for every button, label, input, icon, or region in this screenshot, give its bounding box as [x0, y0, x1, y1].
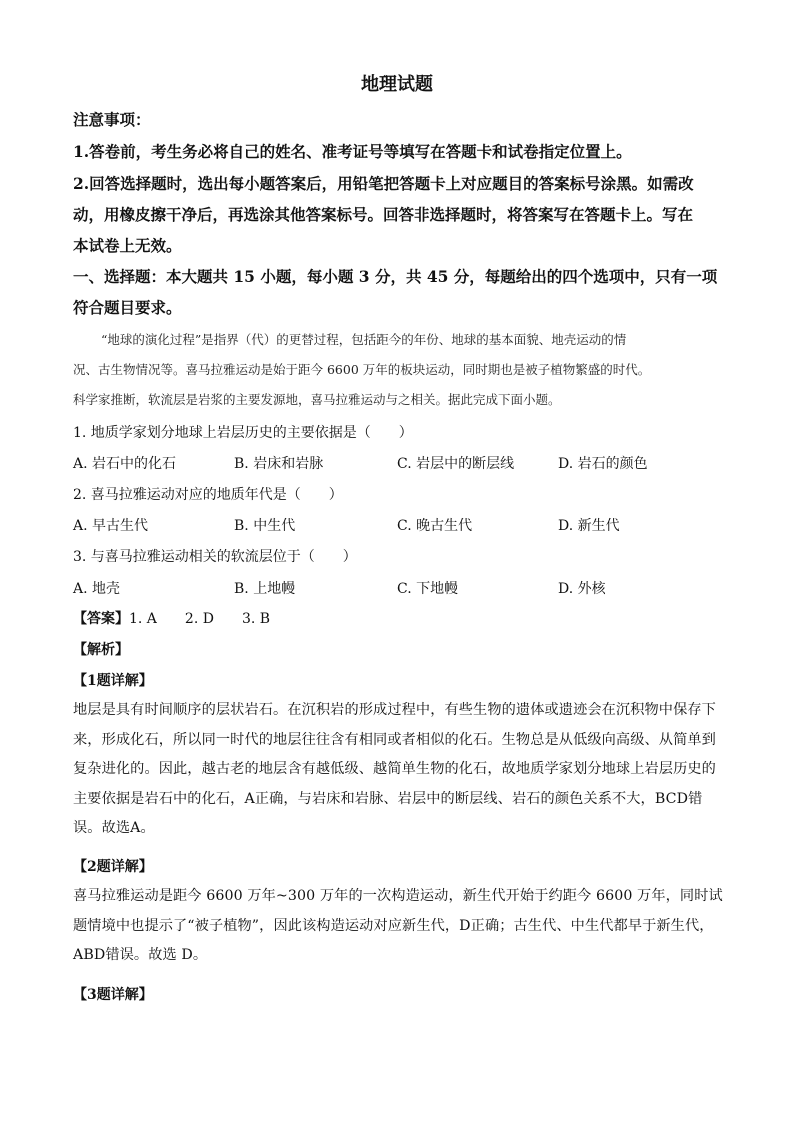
question-2-option-a: A. 早古生代 — [73, 518, 149, 534]
answer-line — [73, 608, 723, 628]
section-heading-line-2: 符合题目要求。 — [73, 298, 182, 317]
question-3-option-a: A. 地壳 — [73, 581, 121, 597]
page-title: 地理试题 — [361, 74, 433, 95]
intro-line-3: 科学家推断，软流层是岩浆的主要发源地，喜马拉雅运动与之相关。据此完成下面小题。 — [73, 392, 561, 407]
question-2-option-d: D. 新生代 — [558, 518, 620, 534]
intro-line-1: “地球的演化过程”是指界（代）的更替过程，包括距今的年份、地球的基本面貌、地壳运动的情 — [101, 332, 627, 347]
question-1-option-d: D. 岩石的颜色 — [558, 456, 648, 472]
detail-2-label: 【2题详解】 — [73, 859, 153, 875]
notice-heading: 注意事项： — [73, 110, 151, 129]
answer-label: 【答案】 — [73, 611, 129, 627]
detail-1-text: 地层是具有时间顺序的层状岩石。在沉积岩的形成过程中，有些生物的遗体或遗迹会在沉积物中保存下来，形成化石，所以同一时代的地层往往含有相同或者相似的化石。生物总是从低级向高级、从简单到复杂进化的。因此，越古老的地层含有越低级、越简单生物的化石，故地质学家划分地球上岩层历史的主要依据是岩石中的化石，A正确，与岩床和岩脉、岩层中的断层线、岩石的颜色关系不大，BCD错误。故选A。 — [73, 702, 716, 836]
intro-line-2: 况、古生物情况等。喜马拉雅运动是始于距今 6600 万年的板块运动，同时期也是被子植物繁盛的时代。 — [73, 362, 651, 377]
question-1-option-a: A. 岩石中的化石 — [73, 456, 177, 472]
analysis-label: 【解析】 — [73, 642, 129, 658]
notice-item-2-line-2: 动，用橡皮擦干净后，再选涂其他答案标号。回答非选择题时，将答案写在答题卡上。写在 — [73, 205, 694, 224]
question-1-option-b: B. 岩床和岩脉 — [234, 456, 324, 472]
question-3-option-c: C. 下地幔 — [397, 581, 459, 597]
detail-3-label: 【3题详解】 — [73, 987, 153, 1003]
detail-2-text: 喜马拉雅运动是距今 6600 万年~300 万年的一次构造运动，新生代开始于约距今 6600 万年，同时试题情境中也提示了“被子植物”，因此该构造运动对应新生代，D正确；古生代、中生代都早于新生代，ABD错误。故选 D。 — [73, 888, 723, 963]
question-1-stem: 1. 地质学家划分地球上岩层历史的主要依据是（ ） — [73, 425, 413, 441]
notice-item-1: 1.答卷前，考生务必将自己的姓名、准考证号等填写在答题卡和试卷指定位置上。 — [73, 142, 632, 161]
section-heading-line-1: 一、选择题：本大题共 15 小题，每小题 3 分，共 45 分，每题给出的四个选项中，只有一项 — [73, 267, 718, 286]
question-2-stem: 2. 喜马拉雅运动对应的地质年代是（ ） — [73, 487, 343, 503]
question-3-stem: 3. 与喜马拉雅运动相关的软流层位于（ ） — [73, 549, 357, 565]
question-1-option-c: C. 岩层中的断层线 — [397, 456, 515, 472]
detail-1-label: 【1题详解】 — [73, 673, 153, 689]
question-2-option-c: C. 晚古生代 — [397, 518, 473, 534]
notice-item-2-line-3: 本试卷上无效。 — [73, 236, 182, 255]
question-2-option-b: B. 中生代 — [234, 518, 296, 534]
question-3-option-d: D. 外核 — [558, 581, 606, 597]
question-3-option-b: B. 上地幔 — [234, 581, 296, 597]
answer-values: 1. A 2. D 3. B — [129, 611, 271, 627]
notice-item-2-line-1: 2.回答选择题时，选出每小题答案后，用铅笔把答题卡上对应题目的答案标号涂黑。如需改 — [73, 174, 694, 193]
